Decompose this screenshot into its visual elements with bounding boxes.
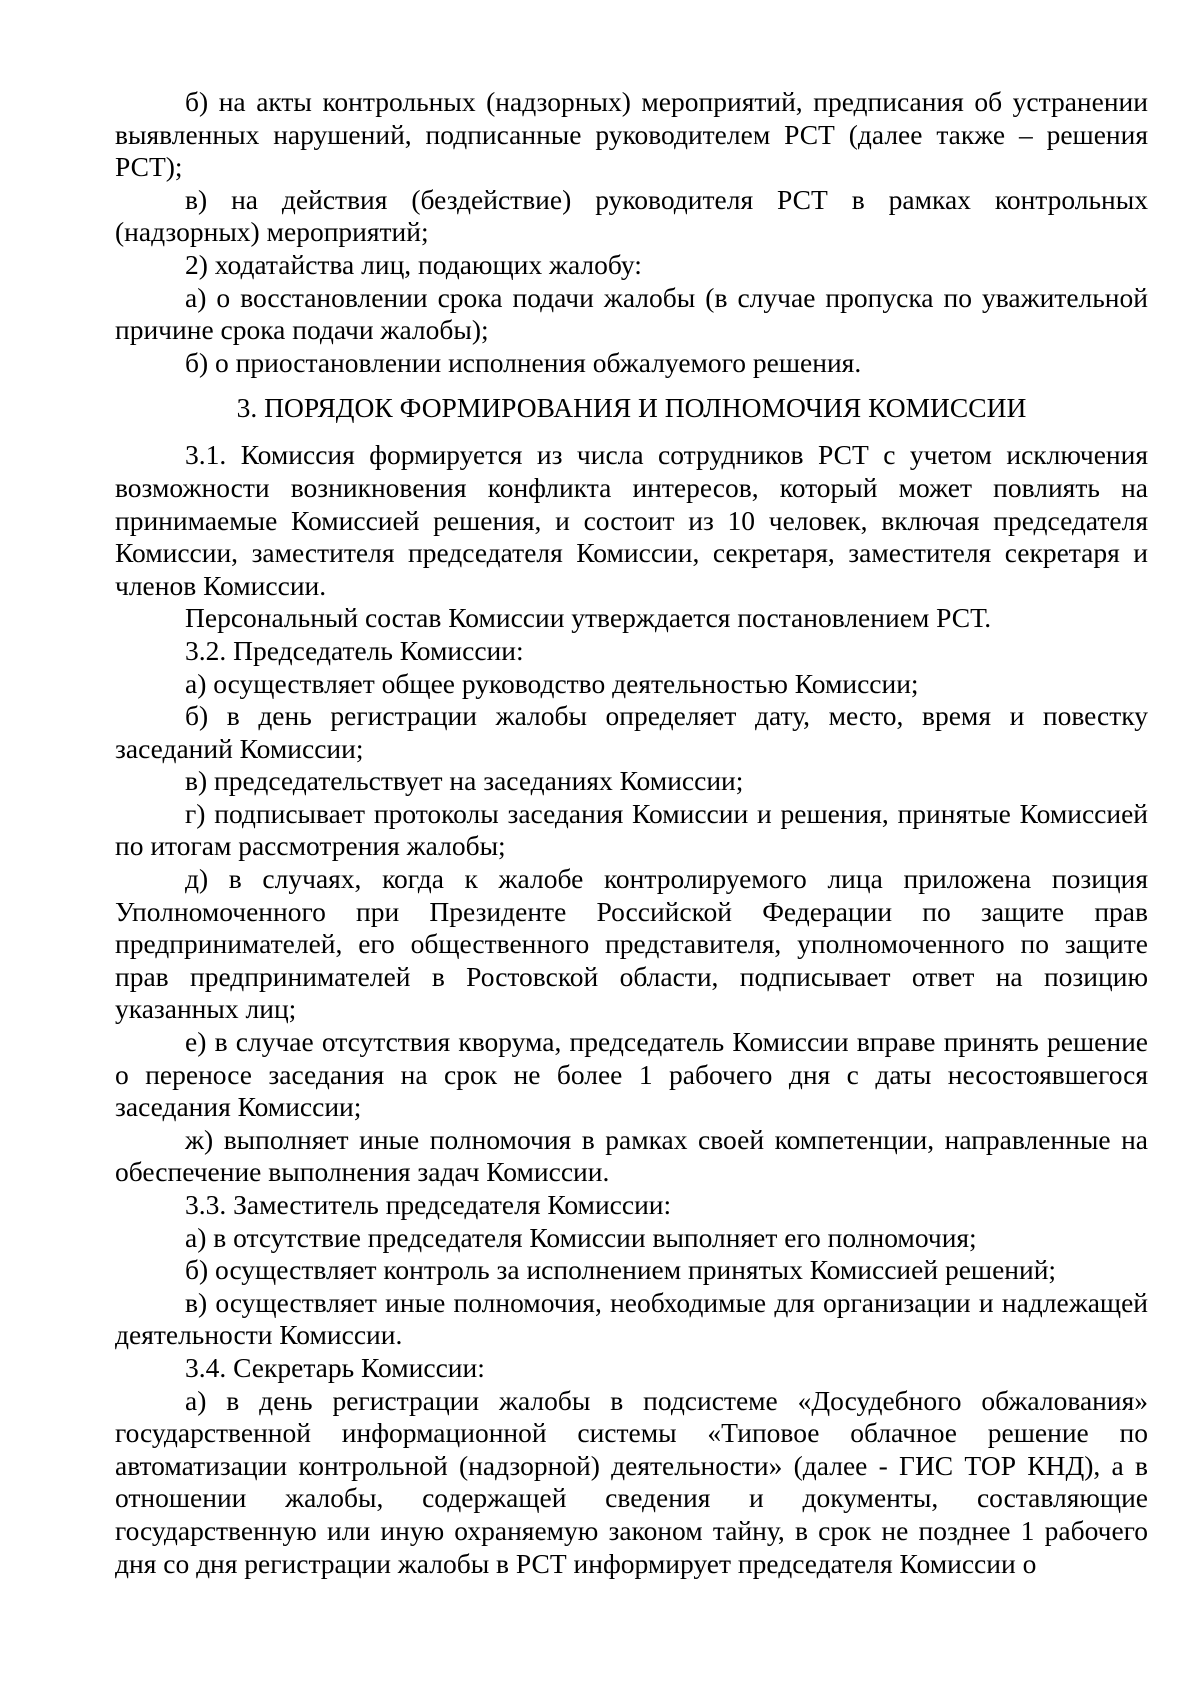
paragraph-petitions: 2) ходатайства лиц, подающих жалобу: <box>185 248 642 280</box>
paragraph-3-2-e: е) в случае отсутствия кворума, председатель Комиссии вправе принять решение о переносе заседания на срок не более 1 рабочего дня с даты несостоявшегося заседания Комиссии; <box>115 1026 1148 1123</box>
paragraph-3-4: 3.4. Секретарь Комиссии: <box>185 1351 485 1383</box>
paragraph-3-2: 3.2. Председатель Комиссии: <box>185 634 524 666</box>
paragraph-3-3-v: в) осуществляет иные полномочия, необходимые для организации и надлежащей деятельности Комиссии. <box>115 1286 1148 1351</box>
paragraph-3-3: 3.3. Заместитель председателя Комиссии: <box>185 1189 672 1220</box>
paragraph-personal-composition: Персональный состав Комиссии утверждается постановлением РСТ. <box>185 602 992 634</box>
paragraph-3-4-a: а) в день регистрации жалобы в подсистеме «Досудебного обжалования» государственной информационной системы «Типовое облачное решение по автоматизации контрольной (надзорной) деятельности» (далее - ГИС ТОР КНД), а в отношении жалобы, содержащей сведения и документы, составляющие государственную или иную охраняемую законом тайну, в срок не позднее 1 рабочего дня со дня регистрации жалобы в РСТ информирует председателя Комиссии о <box>115 1384 1148 1579</box>
paragraph-appeal-acts: б) на акты контрольных (надзорных) мероприятий, предписания об устранении выявленных нарушений, подписанные руководителем РСТ (далее также – решения РСТ); <box>115 86 1148 183</box>
paragraph-3-3-b: б) осуществляет контроль за исполнением принятых Комиссией решений; <box>185 1254 1057 1286</box>
paragraph-petition-restore-term: а) о восстановлении срока подачи жалобы (в случае пропуска по уважительной причине срока подачи жалобы); <box>115 281 1148 346</box>
section-heading: 3. ПОРЯДОК ФОРМИРОВАНИЯ И ПОЛНОМОЧИЯ КОМИССИИ <box>236 392 1027 424</box>
paragraph-3-2-g: г) подписывает протоколы заседания Комиссии и решения, принятые Комиссией по итогам рассмотрения жалобы; <box>115 797 1148 862</box>
paragraph-3-2-zh: ж) выполняет иные полномочия в рамках своей компетенции, направленные на обеспечение выполнения задач Комиссии. <box>115 1123 1148 1188</box>
paragraph-3-1: 3.1. Комиссия формируется из числа сотрудников РСТ с учетом исключения возможности возникновения конфликта интересов, который может повлиять на принимаемые Комиссией решения, и состоит из 10 человек, включая председателя Комиссии, заместителя председателя Комиссии, секретаря, заместителя секретаря и членов Комиссии. <box>115 439 1148 601</box>
paragraph-3-2-b: б) в день регистрации жалобы определяет дату, место, время и повестку заседаний Комиссии; <box>115 700 1148 764</box>
document-page <box>115 86 1148 1580</box>
paragraph-3-3-a: а) в отсутствие председателя Комиссии выполняет его полномочия; <box>185 1221 977 1253</box>
paragraph-petition-suspend: б) о приостановлении исполнения обжалуемого решения. <box>185 346 862 378</box>
paragraph-3-2-a: а) осуществляет общее руководство деятельностью Комиссии; <box>185 667 919 699</box>
paragraph-3-2-v: в) председательствует на заседаниях Комиссии; <box>185 765 744 797</box>
paragraph-appeal-actions: в) на действия (бездействие) руководителя РСТ в рамках контрольных (надзорных) мероприятий; <box>115 183 1148 248</box>
paragraph-3-2-d: д) в случаях, когда к жалобе контролируемого лица приложена позиция Уполномоченного при Президенте Российской Федерации по защите прав предпринимателей, его общественного представителя, уполномоченного по защите прав предпринимателей в Ростовской области, подписывает ответ на позицию указанных лиц; <box>115 863 1148 1025</box>
